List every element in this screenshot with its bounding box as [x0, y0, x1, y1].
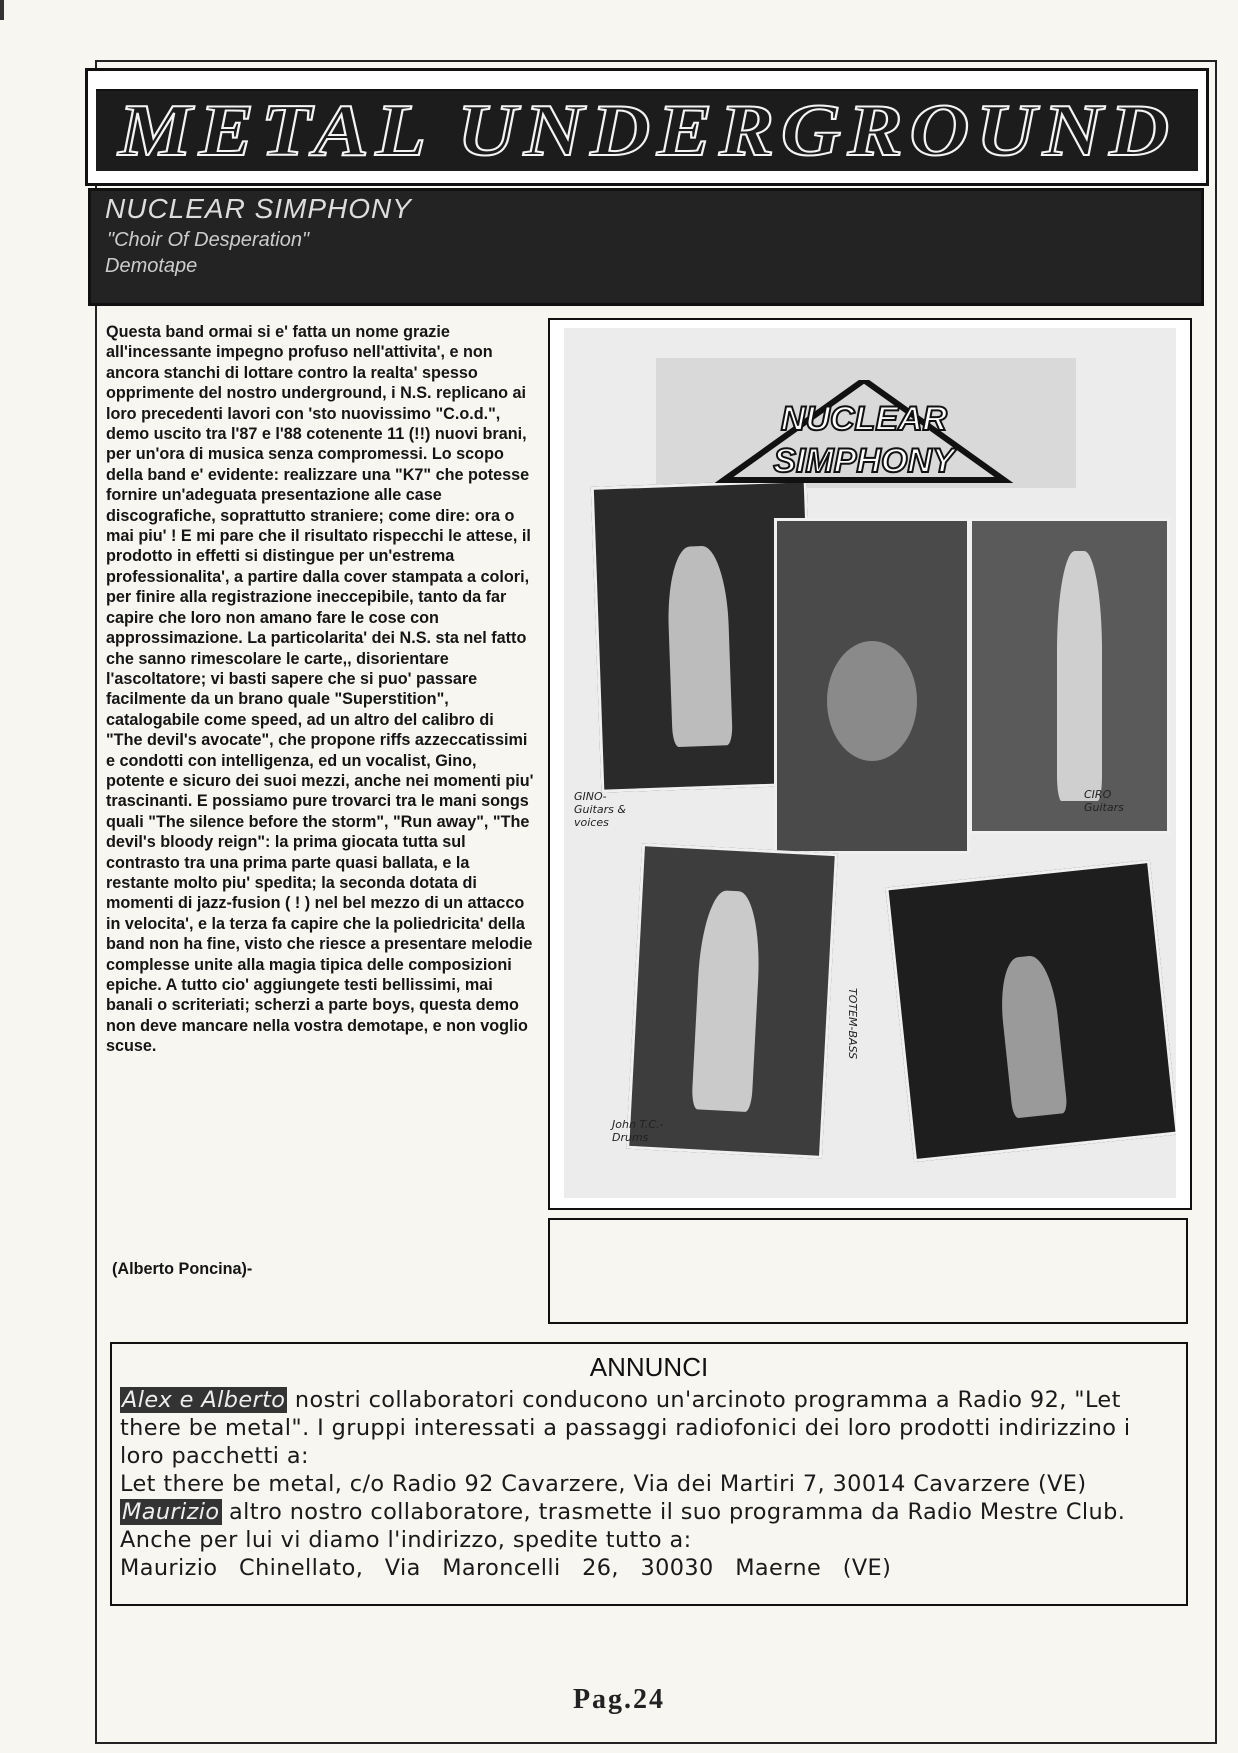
masthead-banner [96, 89, 1198, 171]
annunci-title: ANNUNCI [589, 1352, 709, 1382]
caption-john: John T.C.- Drums [612, 1118, 664, 1144]
annunci-box [110, 1342, 1188, 1606]
photo-ciro [969, 518, 1170, 834]
logo-text-line2: SIMPHONY [773, 442, 955, 480]
annunci-name-2: Maurizio [122, 1499, 220, 1525]
page-number: Pag.24 [572, 1684, 666, 1715]
release-format: Demotape [105, 255, 198, 277]
annunci-text-1: nostri collaboratori conducono un'arcinoto programma a Radio 92, "Let there be metal". I gruppi interessati a passaggi radiofonici dei loro prodotti indirizzino i loro pacchetti a: [120, 1387, 1131, 1469]
annunci-address-2: Maurizio Chinellato, Via Maroncelli 26, 30030 Maerne (VE) [120, 1555, 892, 1581]
annunci-address-1: Let there be metal, c/o Radio 92 Cavarzere, Via dei Martiri 7, 30014 Cavarzere (VE) [120, 1471, 1087, 1497]
caption-ciro: CIRO Guitars [1084, 788, 1124, 814]
photo-cover-art [774, 518, 970, 854]
band-photo-collage [564, 328, 1176, 1198]
album-title: "Choir Of Desperation" [107, 229, 310, 251]
annunci-paragraph-1 [120, 1386, 1180, 1470]
annunci-text-2: altro nostro collaboratore, trasmette il suo programma da Radio Mestre Club. Anche per lui vi diamo l'indirizzo, spedite tutto a: [120, 1499, 1126, 1553]
annunci-name-1: Alex e Alberto [122, 1387, 286, 1413]
figure-guitarist [1057, 551, 1102, 801]
review-author: (Alberto Poncina)- [112, 1260, 253, 1278]
figure-skull [827, 641, 917, 761]
photo-john [626, 843, 838, 1159]
empty-box [548, 1218, 1188, 1324]
photo-totem [885, 860, 1176, 1162]
review-header [88, 188, 1204, 306]
annunci-paragraph-2 [120, 1498, 1180, 1554]
masthead-box [85, 68, 1209, 186]
review-body: Questa band ormai si e' fatta un nome grazie all'incessante impegno profuso nell'attivita', e non ancora stanchi di lottare contro la realta' spesso opprimente del nostro underground, i N.S. replicano ai loro precedenti lavori con 'sto nuovissimo "C.o.d.", demo uscito tra l'87 e l'88 cotenente 11 (!!) nuovi brani, per un'ora di musica senza compromessi. Lo scopo della band e' evidente: realizzare una "K7" che potesse fornire un'adeguata presentazione alle case discografiche, soprattutto straniere; come dire: ora o mai piu' ! E mi pare che il risultato rispecchi le attese, il prodotto in effetti si distingue per un'estrema professionalita', a partire dalla cover stampata a colori, per finire alla registrazione ineccepibile, tanto da far capire che loro non amano fare le cose con approssimazione. La particolarita' dei N.S. sta nel fatto che sanno rimescolare le carte,, disorientare l'ascoltatore; vi basti sapere che si puo' passare facilmente da un brano quale "Superstition", catalogabile come speed, ad un altro del calibro di "The devil's avocate", che propone riffs azzeccatissimi e condotti con intelligenza, ed un vocalist, Gino, potente e sicuro dei suoi mezzi, anche nei momenti piu' trascinanti. E possiamo pure trovarci tra le mani songs quali "The silence before the storm", "Run away", "The devil's bloody reign": la prima giocata tutta sul contrasto tra una prima parte quasi ballata, e la restante molto piu' spedita; la seconda dotata di momenti di jazz-fusion ( ! ) nel bel mezzo di un attacco in velocita', e la terza fa capire che la poliedricita' della band non ha fine, visto che riesce a presentare melodie complesse unite alla magia tipica delle composizioni epiche. A tutto cio' aggiungete testi bellissimi, mai banali o scriteriati; scherzi a parte boys, questa demo non deve mancare nella vostra demotape, e non voglio scuse. [106, 323, 534, 1056]
scan-mark [0, 0, 4, 20]
band-logo [714, 380, 1014, 490]
figure-drummer [691, 889, 762, 1112]
figure-bassist [996, 954, 1067, 1119]
band-name: NUCLEAR SIMPHONY [105, 193, 412, 224]
photo-frame [548, 318, 1192, 1210]
masthead-title: METAL UNDERGROUND [118, 89, 1176, 172]
figure-singer [666, 545, 733, 747]
caption-gino: GINO- Guitars & voices [574, 790, 626, 829]
annunci-body [120, 1386, 1180, 1582]
caption-totem: TOTEM-BASS [846, 988, 859, 1060]
logo-text-line1: NUCLEAR [780, 400, 948, 438]
